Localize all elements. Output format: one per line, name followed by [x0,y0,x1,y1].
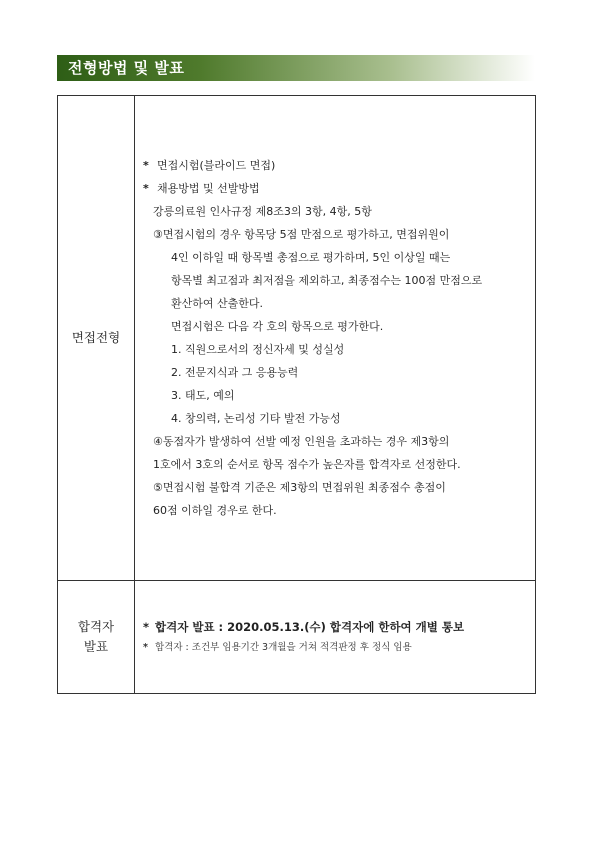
interview-line-15: ⑤면접시험 불합격 기준은 제3항의 면접위원 최종점수 총점이 [153,481,446,494]
announcement-row [58,581,536,694]
announcement-content-cell [135,581,536,694]
interview-content-cell [135,96,536,581]
interview-line-11: 3. 태도, 예의 [171,389,235,402]
interview-line-9: 1. 직원으로서의 정신자세 및 성실성 [171,343,345,356]
announcement-label-line-1: 합격자 [77,619,115,634]
announcement-line-2: * 합격자 : 조건부 임용기간 3개월을 거쳐 적격판정 후 정식 임용 [143,638,535,658]
interview-line-7: 환산하여 산출한다. [171,297,264,310]
announcement-content [135,616,535,658]
interview-line-6: 항목별 최고점과 최저점을 제외하고, 최종점수는 100점 만점으로 [171,274,483,287]
announcement-label-line-2: 발표 [83,639,109,654]
interview-line-12: 4. 창의력, 논리성 기타 발전 가능성 [171,412,341,425]
interview-line-3: 강릉의료원 인사규정 제8조3의 3항, 4항, 5항 [153,205,372,218]
bullet-icon: * [143,182,149,195]
bullet-icon: * [143,620,150,634]
interview-line-4: ③면접시험의 경우 항목당 5점 만점으로 평가하고, 면접위원이 [153,228,450,241]
recruitment-table [57,95,536,694]
interview-line-10: 2. 전문지식과 그 응용능력 [171,366,299,379]
announcement-label [58,581,135,694]
interview-line-13: ④동점자가 발생하여 선발 예정 인원을 초과하는 경우 제3항의 [153,435,450,448]
interview-line-16: 60점 이하일 경우로 한다. [153,504,277,517]
interview-label: 면접전형 [58,96,135,581]
interview-row [58,96,536,581]
announcement-line-1: * 합격자 발표 : 2020.05.13.(수) 합격자에 한하여 개별 통보 [143,616,535,638]
interview-content [135,154,535,522]
interview-line-5: 4인 이하일 때 항목별 총점으로 평가하며, 5인 이상일 때는 [171,251,451,264]
section-header-bar [57,55,535,81]
interview-line-14: 1호에서 3호의 순서로 항목 점수가 높은자를 합격자로 선정한다. [153,458,461,471]
interview-line-1: * 면접시험(블라이드 면접) [143,154,535,177]
bullet-icon: * [143,159,149,172]
interview-line-2: * 채용방법 및 선발방법 [143,177,535,200]
interview-line-8: 면접시험은 다음 각 호의 항목으로 평가한다. [171,320,384,333]
section-title: 전형방법 및 발표 [68,59,185,77]
bullet-icon: * [143,642,148,653]
